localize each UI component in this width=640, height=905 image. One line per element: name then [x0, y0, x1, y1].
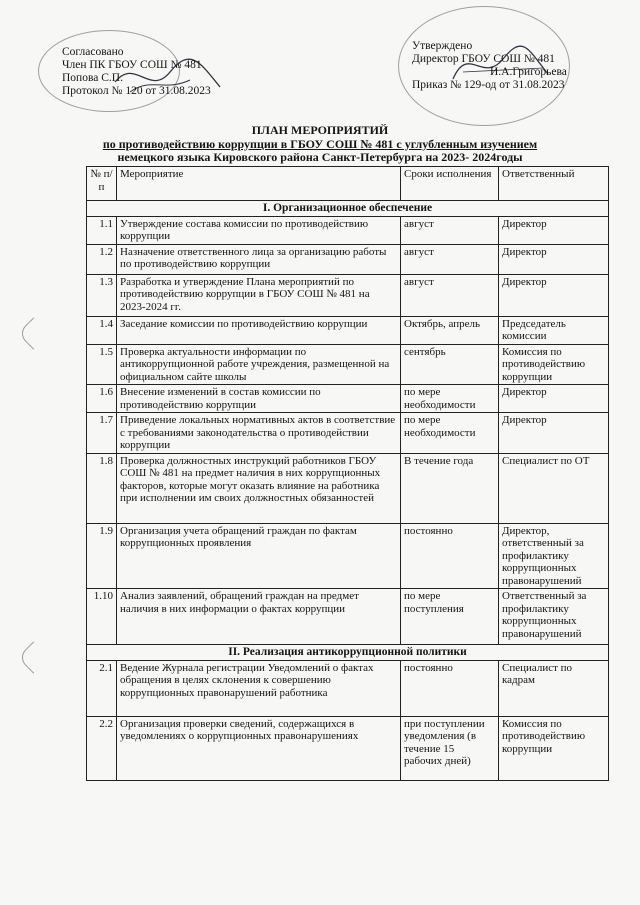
document-title — [0, 124, 640, 165]
table-row — [87, 216, 609, 244]
row-responsible: Специалист по кадрам — [499, 660, 609, 716]
row-term: Октябрь, апрель — [401, 316, 499, 344]
approved-label: Утверждено — [412, 40, 473, 52]
table-row — [87, 385, 609, 413]
agreed-block — [62, 46, 211, 98]
row-event: Внесение изменений в состав комиссии по противодействию коррупции — [117, 385, 401, 413]
approved-name: И.А.Григорьева — [490, 66, 567, 78]
row-number: 1.2 — [87, 244, 117, 274]
row-term: по мере необходимости — [401, 385, 499, 413]
agreed-position: Член ПК ГБОУ СОШ № 481 — [62, 59, 202, 71]
row-term: по мере поступления — [401, 589, 499, 645]
row-responsible: Директор — [499, 385, 609, 413]
row-responsible: Комиссия по противодействию коррупции — [499, 344, 609, 385]
table-row — [87, 660, 609, 716]
row-event: Проверка должностных инструкций работников ГБОУ СОШ № 481 на предмет наличия в них коррупционных факторов, которые могут оказать влияние на работника при исполнении им своих должностных обязанностей — [117, 453, 401, 523]
row-number: 2.2 — [87, 716, 117, 780]
section-title: I. Организационное обеспечение — [87, 201, 609, 217]
table-row — [87, 344, 609, 385]
table-row — [87, 274, 609, 316]
table-row — [87, 716, 609, 780]
row-responsible: Директор — [499, 244, 609, 274]
events-plan-table — [86, 166, 609, 781]
row-responsible: Директор — [499, 216, 609, 244]
table-header-row — [87, 167, 609, 201]
row-event: Проверка актуальности информации по антикоррупционной работе учреждения, размещенной на официальном сайте школы — [117, 344, 401, 385]
agreed-label: Согласовано — [62, 46, 124, 58]
row-number: 1.8 — [87, 453, 117, 523]
row-number: 1.4 — [87, 316, 117, 344]
row-term: постоянно — [401, 660, 499, 716]
row-number: 1.3 — [87, 274, 117, 316]
table-row — [87, 413, 609, 454]
row-responsible: Специалист по ОТ — [499, 453, 609, 523]
agreed-name: Попова С.П. — [62, 72, 123, 84]
table-row — [87, 453, 609, 523]
row-number: 1.10 — [87, 589, 117, 645]
approved-block — [412, 40, 567, 92]
row-number: 1.5 — [87, 344, 117, 385]
row-term: В течение года — [401, 453, 499, 523]
row-term: август — [401, 244, 499, 274]
title-line-3: немецкого языка Кировского района Санкт-Петербурга на 2023- 2024годы — [117, 150, 523, 164]
row-event: Утверждение состава комиссии по противодействию коррупции — [117, 216, 401, 244]
row-term: август — [401, 274, 499, 316]
header-event: Мероприятие — [117, 167, 401, 201]
row-responsible: Директор — [499, 413, 609, 454]
row-event: Разработка и утверждение Плана мероприятий по противодействию коррупции в ГБОУ СОШ № 481 на 2023-2024 гг. — [117, 274, 401, 316]
title-line-1: ПЛАН МЕРОПРИЯТИЙ — [251, 123, 389, 137]
row-responsible: Директор — [499, 274, 609, 316]
row-term: по мере необходимости — [401, 413, 499, 454]
row-number: 1.9 — [87, 523, 117, 589]
row-event: Ведение Журнала регистрации Уведомлений о фактах обращения в целях склонения к совершению коррупционных правонарушений работника — [117, 660, 401, 716]
row-event: Заседание комиссии по противодействию коррупции — [117, 316, 401, 344]
row-responsible: Ответственный за профилактику коррупционных правонарушений — [499, 589, 609, 645]
row-event: Анализ заявлений, обращений граждан на предмет наличия в них информации о фактах коррупции — [117, 589, 401, 645]
row-event: Организация учета обращений граждан по фактам коррупционных проявления — [117, 523, 401, 589]
agreed-protocol: Протокол № 120 от 31.08.2023 — [62, 85, 211, 97]
table-row — [87, 244, 609, 274]
header-responsible: Ответственный — [499, 167, 609, 201]
table-body — [87, 201, 609, 781]
row-event: Назначение ответственного лица за организацию работы по противодействию коррупции — [117, 244, 401, 274]
header-number: № п/п — [87, 167, 117, 201]
table-row — [87, 523, 609, 589]
row-responsible: Комиссия по противодействию коррупции — [499, 716, 609, 780]
row-responsible: Председатель комиссии — [499, 316, 609, 344]
row-term: при поступлении уведомления (в течение 15 рабочих дней) — [401, 716, 499, 780]
table-row — [87, 589, 609, 645]
row-term: постоянно — [401, 523, 499, 589]
section-title: II. Реализация антикоррупционной политики — [87, 645, 609, 661]
section-header-row — [87, 201, 609, 217]
row-responsible: Директор, ответственный за профилактику коррупционных правонарушений — [499, 523, 609, 589]
punch-hole-bottom — [17, 641, 50, 674]
title-line-2: по противодействию коррупции в ГБОУ СОШ № 481 с углубленным изучением — [102, 136, 538, 151]
punch-hole-top — [17, 317, 50, 350]
row-number: 1.6 — [87, 385, 117, 413]
row-event: Организация проверки сведений, содержащихся в уведомлениях о коррупционных правонарушениях — [117, 716, 401, 780]
table-row — [87, 316, 609, 344]
approved-position: Директор ГБОУ СОШ № 481 — [412, 53, 555, 65]
row-event: Приведение локальных нормативных актов в соответствие с требованиями законодательства о противодействии коррупции — [117, 413, 401, 454]
approved-order: Приказ № 129-од от 31.08.2023 — [412, 79, 565, 91]
header-term: Сроки исполнения — [401, 167, 499, 201]
section-header-row — [87, 645, 609, 661]
row-term: август — [401, 216, 499, 244]
row-term: сентябрь — [401, 344, 499, 385]
row-number: 1.7 — [87, 413, 117, 454]
row-number: 2.1 — [87, 660, 117, 716]
row-number: 1.1 — [87, 216, 117, 244]
